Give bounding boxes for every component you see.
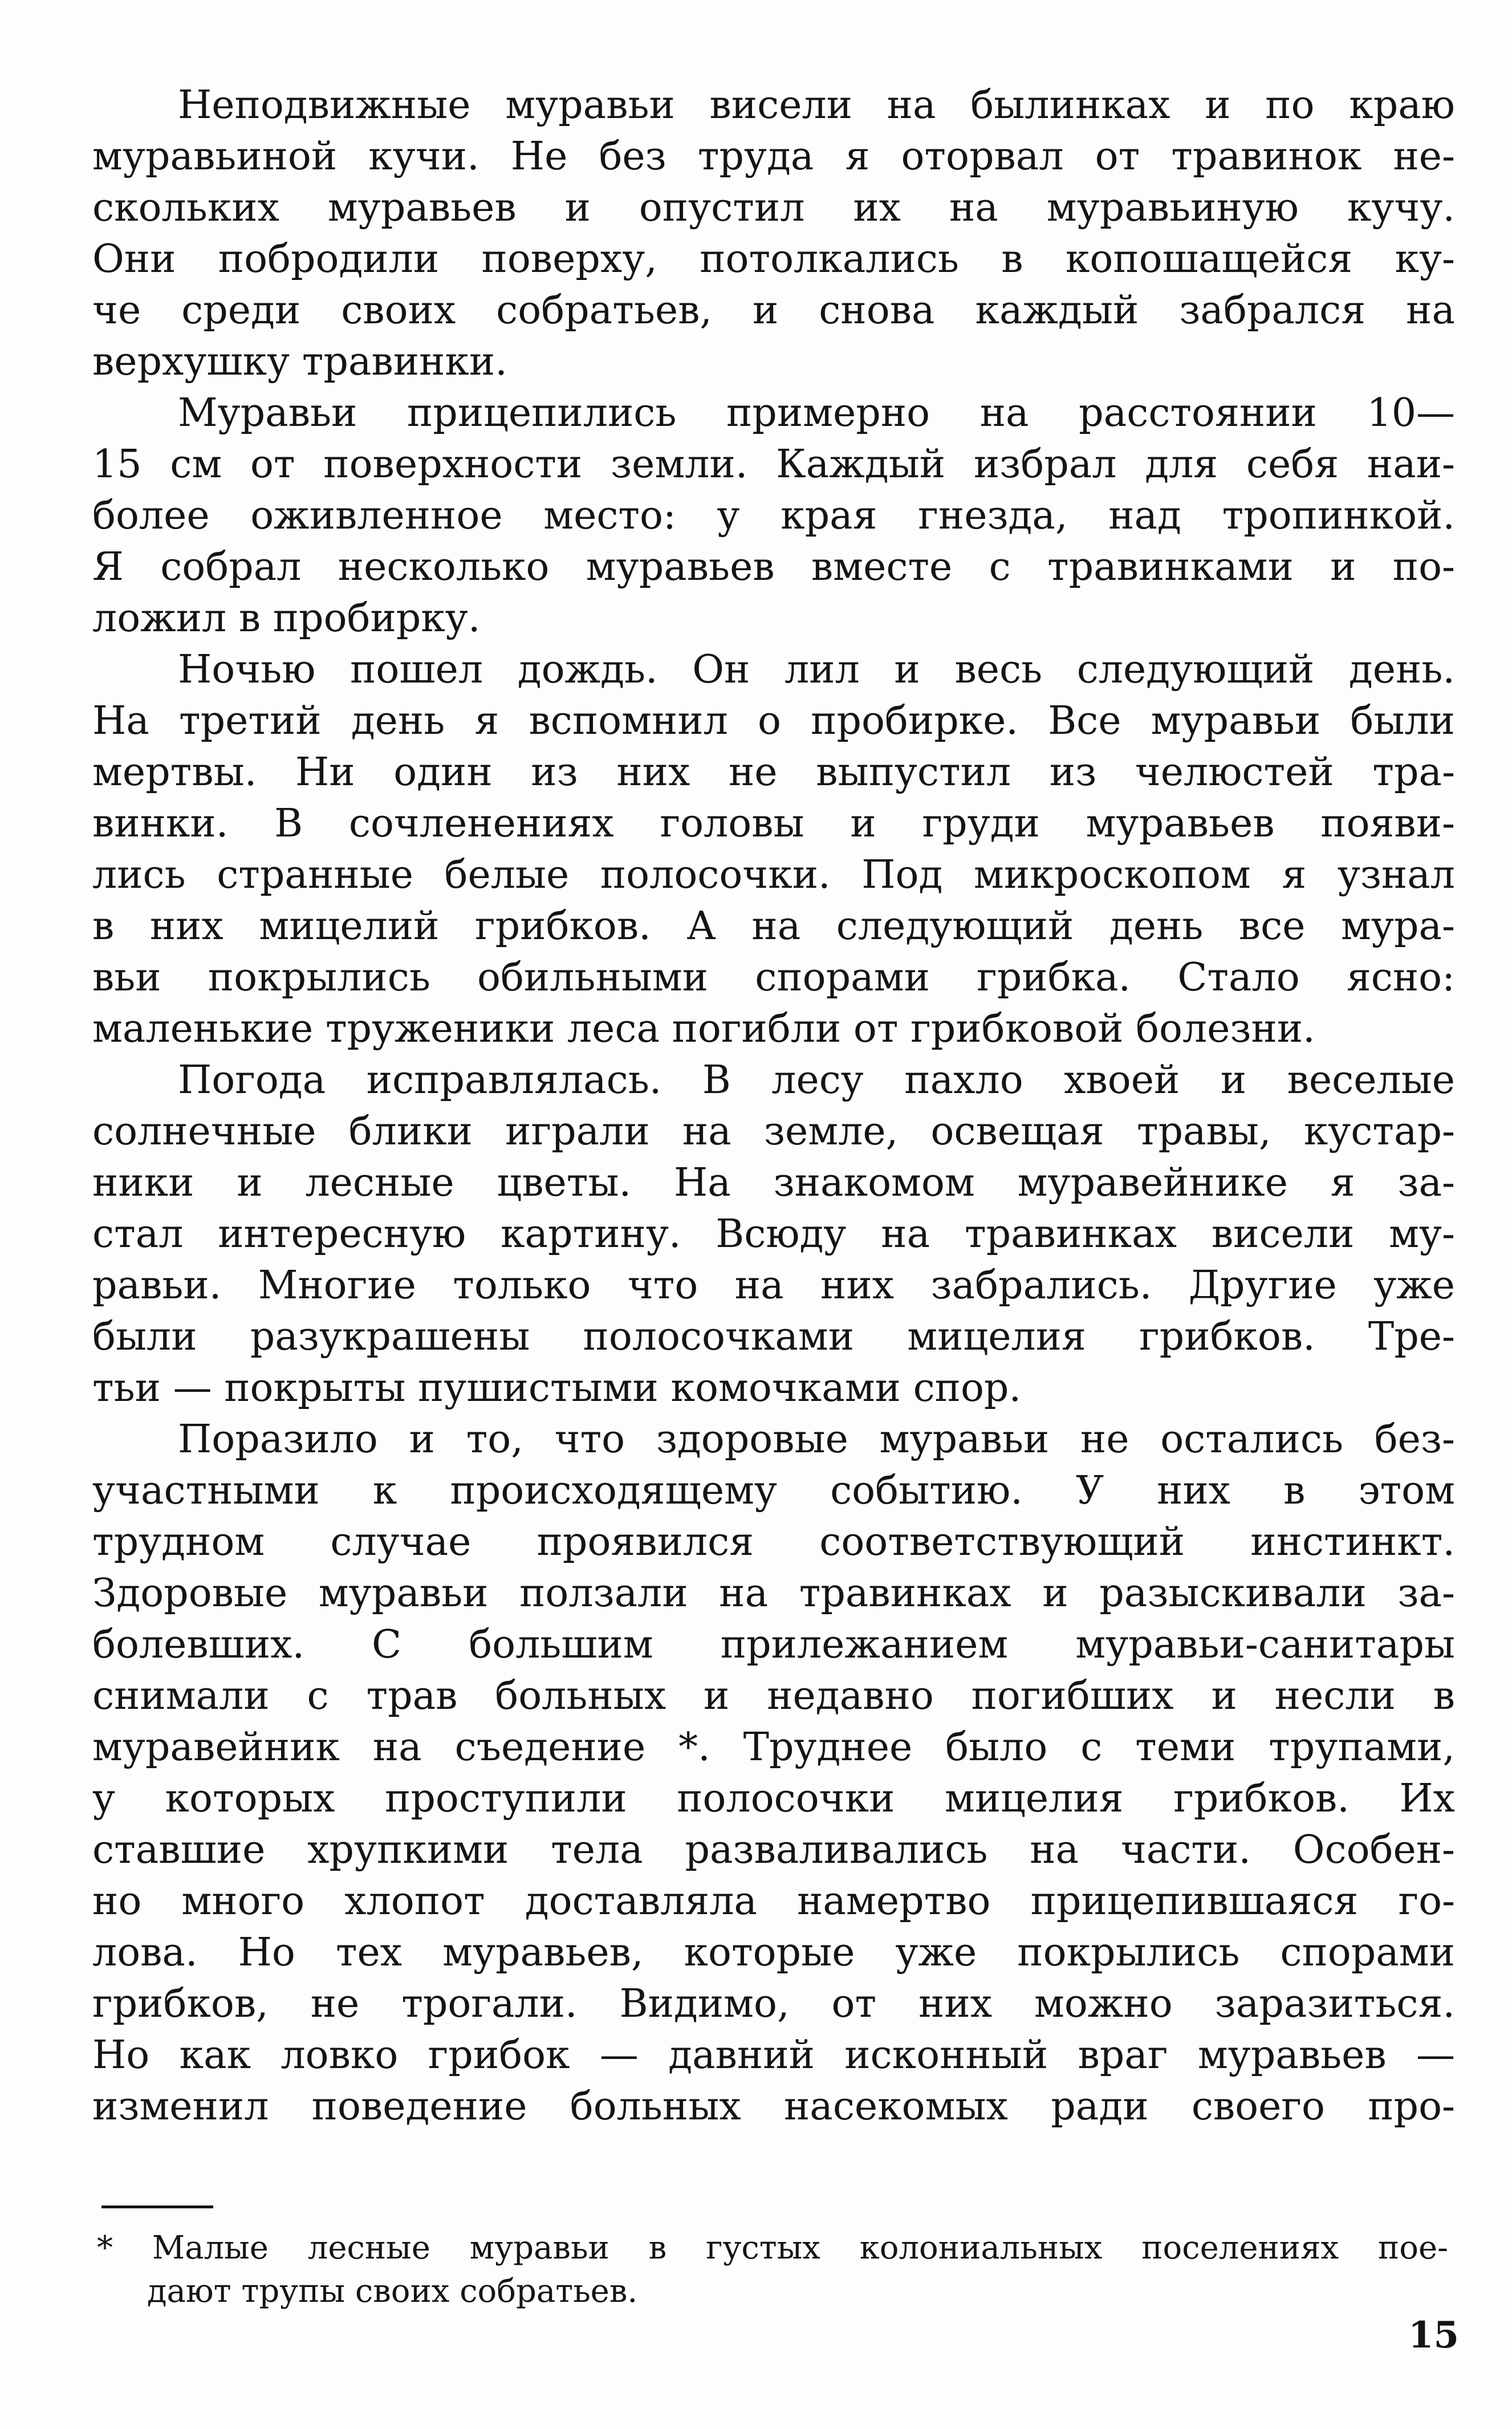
- text-line: стал интересную картину. Всюду на травинках висели му-: [92, 1212, 1455, 1257]
- text-line: Ночью пошел дождь. Он лил и весь следующий день.: [178, 647, 1455, 692]
- text-line: муравейник на съедение *. Труднее было с теми трупами,: [92, 1725, 1455, 1770]
- text-line: более оживленное место: у края гнезда, над тропинкой.: [92, 493, 1455, 538]
- text-line: На третий день я вспомнил о пробирке. Все муравьи были: [92, 698, 1455, 744]
- text-line: Я собрал несколько муравьев вместе с травинками и по-: [92, 545, 1455, 590]
- text-line: равьи. Многие только что на них забрались. Другие уже: [92, 1263, 1455, 1308]
- text-line: скольких муравьев и опустил их на муравьиную кучу.: [92, 185, 1455, 230]
- text-line: ставшие хрупкими тела разваливались на части. Особен-: [92, 1827, 1455, 1872]
- text-line: Погода исправлялась. В лесу пахло хвоей и веселые: [178, 1058, 1455, 1103]
- text-line: у которых проступили полосочки мицелия грибков. Их: [92, 1776, 1455, 1821]
- text-line: изменил поведение больных насекомых ради своего про-: [92, 2084, 1455, 2129]
- text-line: в них мицелий грибков. А на следующий день все мура-: [92, 904, 1455, 949]
- text-line: вьи покрылись обильными спорами грибка. Стало ясно:: [92, 955, 1455, 1000]
- text-line: Поразило и то, что здоровые муравьи не остались без-: [178, 1417, 1455, 1462]
- text-line: маленькие труженики леса погибли от грибковой болезни.: [92, 1006, 1315, 1051]
- footnote: [97, 2227, 1448, 2313]
- text-line: ложил в пробирку.: [92, 596, 481, 641]
- text-line: снимали с трав больных и недавно погибших и несли в: [92, 1674, 1455, 1719]
- footnote-line: дают трупы своих собратьев.: [147, 2273, 638, 2310]
- text-line: участными к происходящему событию. У них в этом: [92, 1468, 1455, 1513]
- footnote-separator: [101, 2205, 213, 2208]
- text-line: мертвы. Ни один из них не выпустил из челюстей тра-: [92, 750, 1455, 795]
- text-line: но много хлопот доставляла намертво прицепившаяся го-: [92, 1879, 1455, 1924]
- text-line: верхушку травинки.: [92, 339, 507, 384]
- main-text: [92, 80, 1455, 2133]
- text-line: болевших. С большим прилежанием муравьи-санитары: [92, 1622, 1455, 1667]
- text-line: были разукрашены полосочками мицелия грибков. Тре-: [92, 1314, 1455, 1359]
- text-line: Муравьи прицепились примерно на расстоянии 10—: [178, 391, 1455, 436]
- text-line: грибков, не трогали. Видимо, от них можно заразиться.: [92, 1981, 1455, 2026]
- text-line: Они побродили поверху, потолкались в копошащейся ку-: [92, 237, 1455, 282]
- text-line: ники и лесные цветы. На знакомом муравейнике я за-: [92, 1160, 1455, 1205]
- text-line: лись странные белые полосочки. Под микроскопом я узнал: [92, 852, 1455, 897]
- text-line: Но как ловко грибок — давний исконный враг муравьев —: [92, 2033, 1455, 2078]
- text-line: Здоровые муравьи ползали на травинках и разыскивали за-: [92, 1571, 1455, 1616]
- text-line: трудном случае проявился соответствующий инстинкт.: [92, 1520, 1455, 1565]
- footnote-line: * Малые лесные муравьи в густых колониальных поселениях пое-: [97, 2229, 1448, 2266]
- text-line: тьи — покрыты пушистыми комочками спор.: [92, 1366, 1022, 1411]
- text-line: лова. Но тех муравьев, которые уже покрылись спорами: [92, 1930, 1455, 1975]
- text-line: солнечные блики играли на земле, освещая травы, кустар-: [92, 1109, 1455, 1154]
- text-line: муравьиной кучи. Не без труда я оторвал от травинок не-: [92, 134, 1455, 179]
- text-line: Неподвижные муравьи висели на былинках и по краю: [178, 83, 1455, 128]
- page-number: 15: [1408, 2314, 1460, 2357]
- text-line: че среди своих собратьев, и снова каждый забрался на: [92, 288, 1455, 333]
- text-line: 15 см от поверхности земли. Каждый избрал для себя наи-: [92, 442, 1455, 487]
- text-line: винки. В сочленениях головы и груди муравьев появи-: [92, 801, 1455, 846]
